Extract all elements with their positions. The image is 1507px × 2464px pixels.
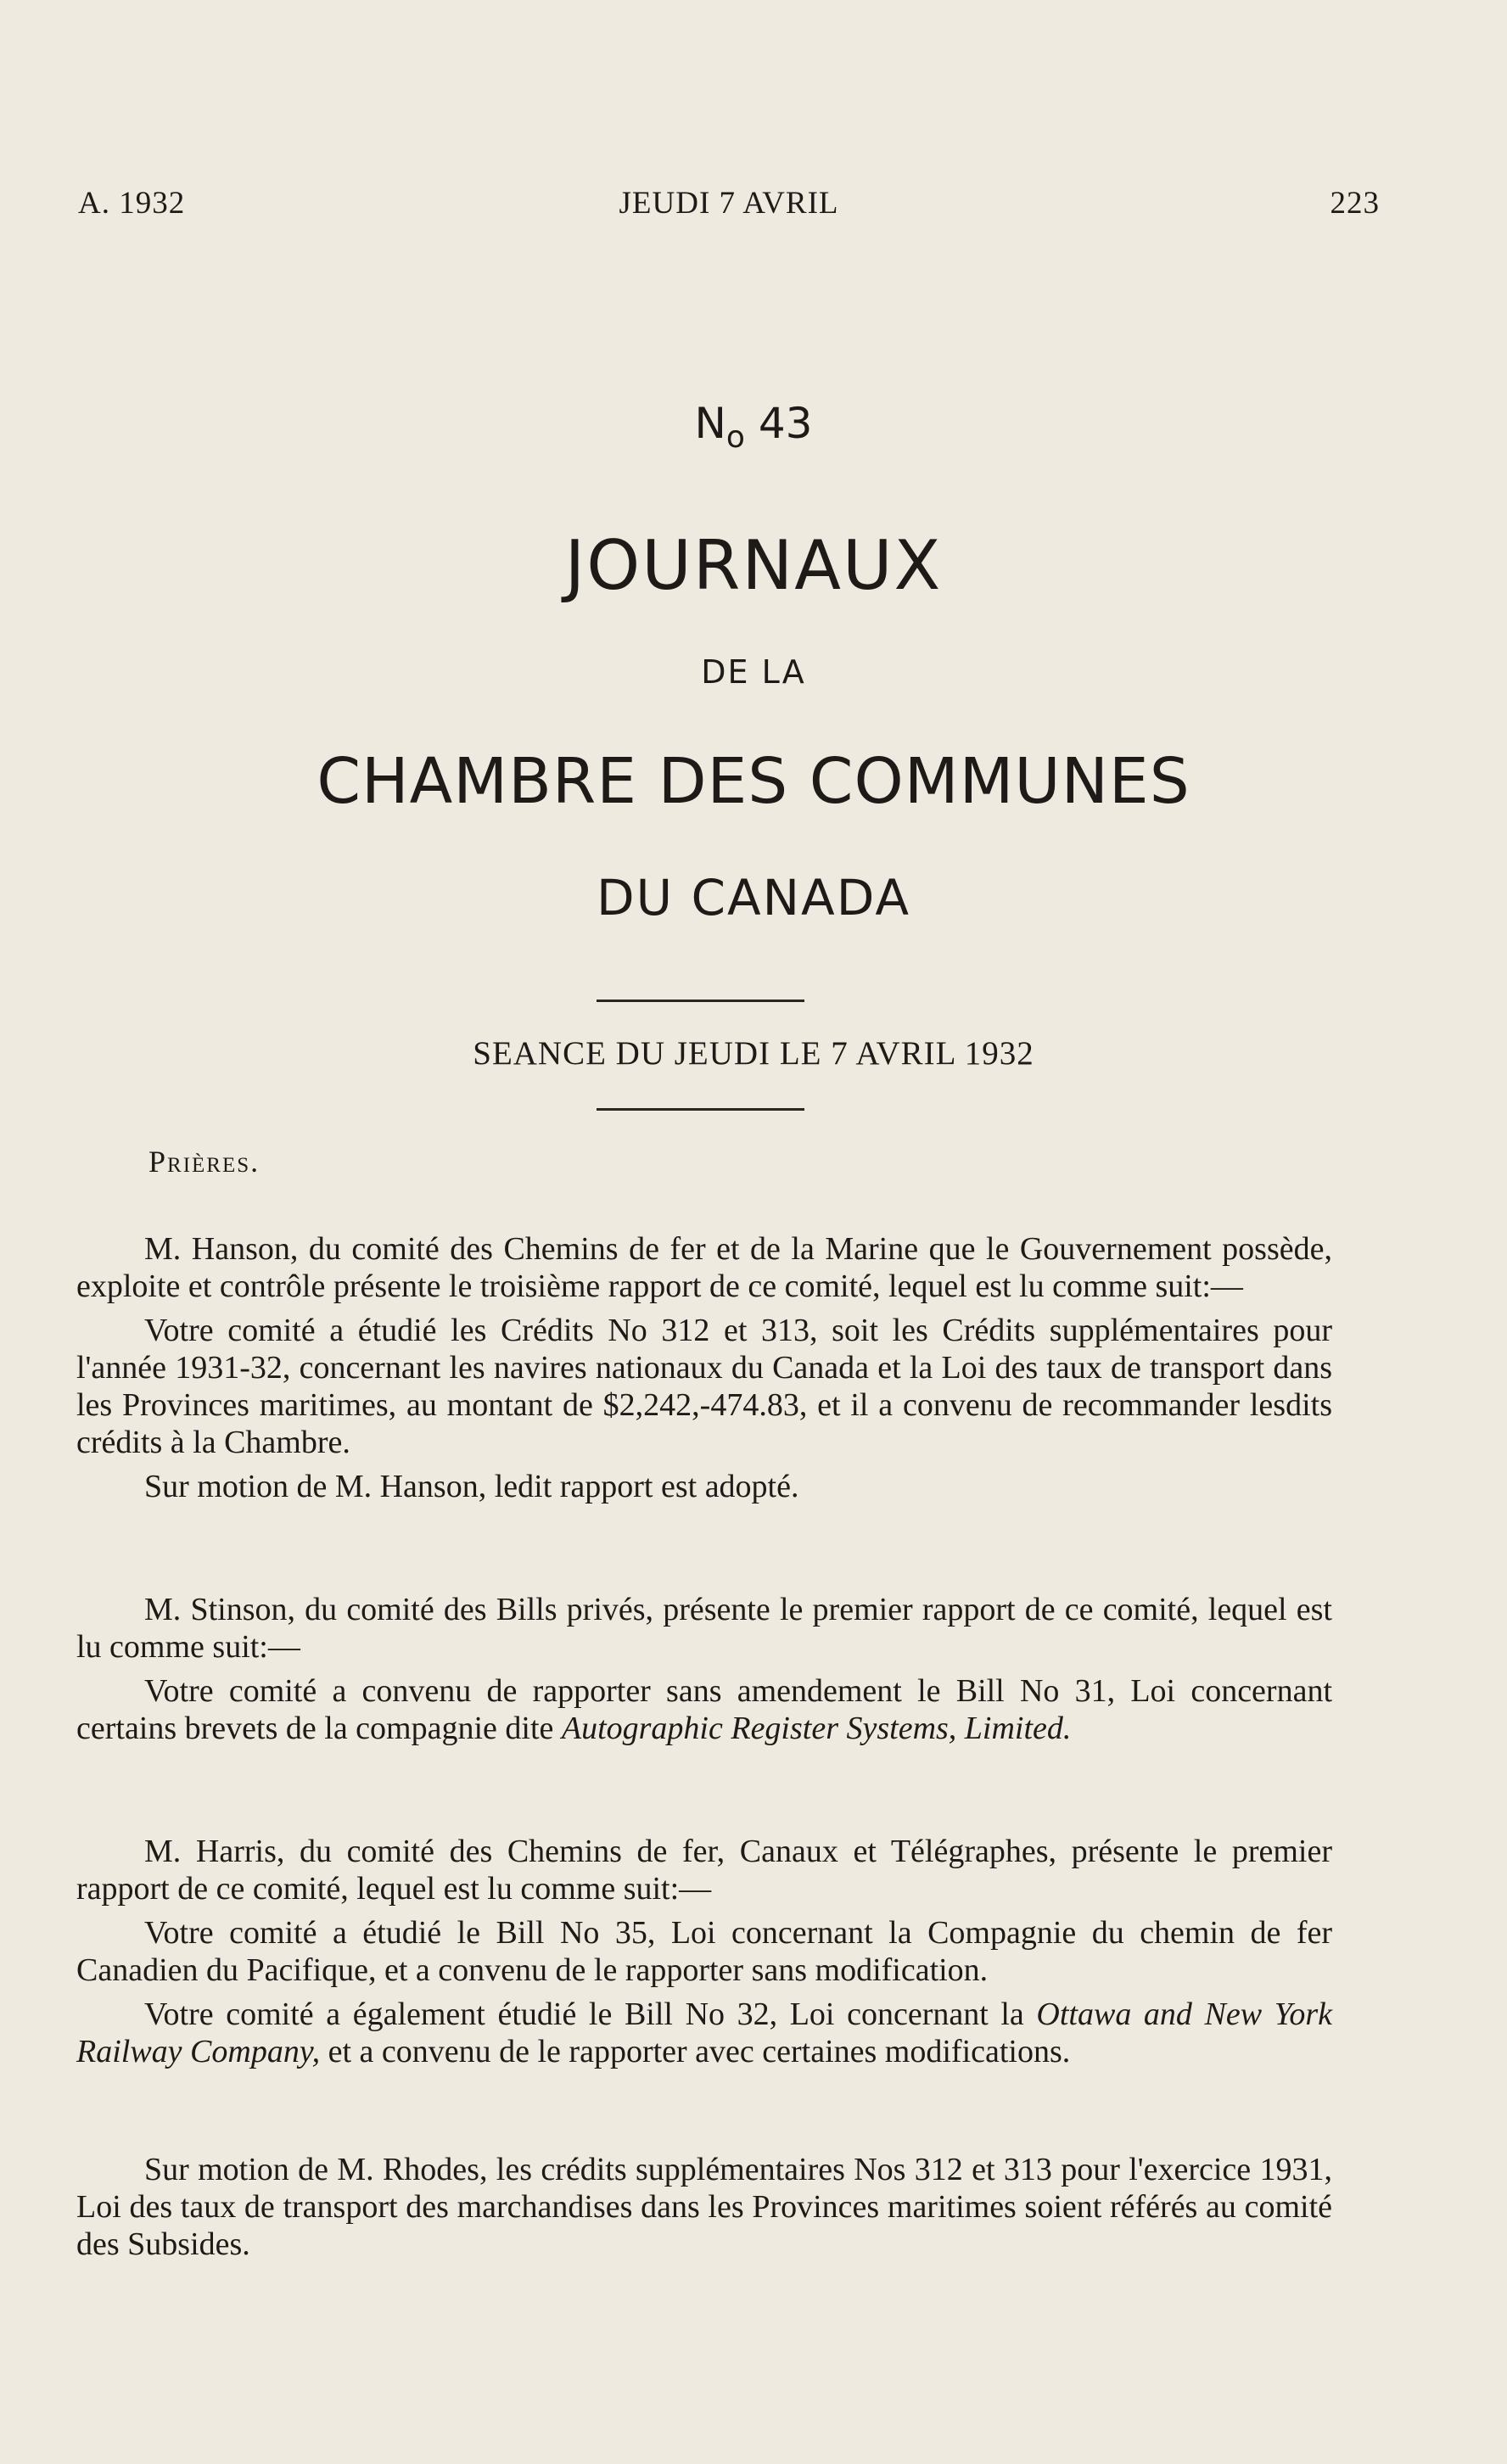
title-de-la: DE LA (701, 653, 806, 691)
stinson-company-name: Autographic Register Systems, Limited. (561, 1711, 1072, 1746)
hanson-report-text: Votre comité a étudié les Crédits No 312 et 313, soit les Crédits supplémentaires pour l'année 1931-32, concernant les navires nationaux du Canada et la Loi des taux de transport dans les Provinces maritimes, au montant de $2,242,-474.83, et il a convenu de recommander lesdits crédits à la Chambre. (76, 1313, 1332, 1460)
title-journaux: JOURNAUX (564, 526, 943, 605)
stinson-intro: M. Stinson, du comité des Bills privés, présente le premier rapport de ce comité, lequel est lu comme suit:— (76, 1592, 1332, 1665)
harris-company-name: Ottawa and New York Railway Company, (76, 1996, 1333, 2069)
harris-report-text-1: Votre comité a étudié le Bill No 35, Loi concernant la Compagnie du chemin de fer Canadien du Pacifique, et a convenu de le rapporter sans modification. (76, 1915, 1332, 1988)
hanson-intro: M. Hanson, du comité des Chemins de fer et de la Marine que le Gouvernement possède, exploite et contrôle présente le troisième rapport de ce comité, lequel est lu comme suit:— (76, 1231, 1332, 1304)
hanson-motion: Sur motion de M. Hanson, ledit rapport est adopté. (144, 1469, 799, 1504)
title-chambre: CHAMBRE DES COMMUNES (317, 745, 1190, 818)
section-rhodes-motion (76, 2151, 1332, 2263)
section-harris-report (76, 1833, 1332, 2070)
issue-number-prefix: N (694, 399, 726, 448)
prayers-label: Prières. (148, 1145, 261, 1179)
harris-intro: M. Harris, du comité des Chemins de fer, Canaux et Télégraphes, présente le premier rapport de ce comité, lequel est lu comme suit:— (76, 1834, 1332, 1907)
header-date: JEUDI 7 AVRIL (619, 186, 839, 221)
stinson-report-body: Votre comité a convenu de rapporter sans amendement le Bill No 31, Loi concernant certains brevets de la compagnie dite (76, 1673, 1332, 1746)
stinson-report-text (76, 1672, 1332, 1747)
running-head (78, 185, 1380, 227)
rhodes-motion-text: Sur motion de M. Rhodes, les crédits supplémentaires Nos 312 et 313 pour l'exercice 1931, Loi des taux de transport des marchandises dans les Provinces maritimes soient référés au comité des Subsides. (76, 2152, 1332, 2262)
divider-bottom (597, 1108, 804, 1111)
issue-number-value: 43 (744, 399, 813, 448)
harris-report-2-start: Votre comité a également étudié le Bill No 32, Loi concernant la (144, 1996, 1037, 2032)
title-du-canada: DU CANADA (596, 869, 911, 927)
sitting-heading: SEANCE DU JEUDI LE 7 AVRIL 1932 (473, 1035, 1034, 1072)
harris-report-2-end: et a convenu de le rapporter avec certaines modifications. (320, 2034, 1071, 2069)
header-year: A. 1932 (78, 186, 186, 221)
harris-report-text-2 (76, 1996, 1332, 2070)
page-number: 223 (1330, 186, 1380, 221)
section-hanson-report (76, 1230, 1332, 1505)
divider-top (597, 1000, 804, 1002)
issue-number (0, 399, 1507, 455)
issue-number-superscript: o (725, 420, 745, 455)
section-stinson-report (76, 1591, 1332, 1747)
